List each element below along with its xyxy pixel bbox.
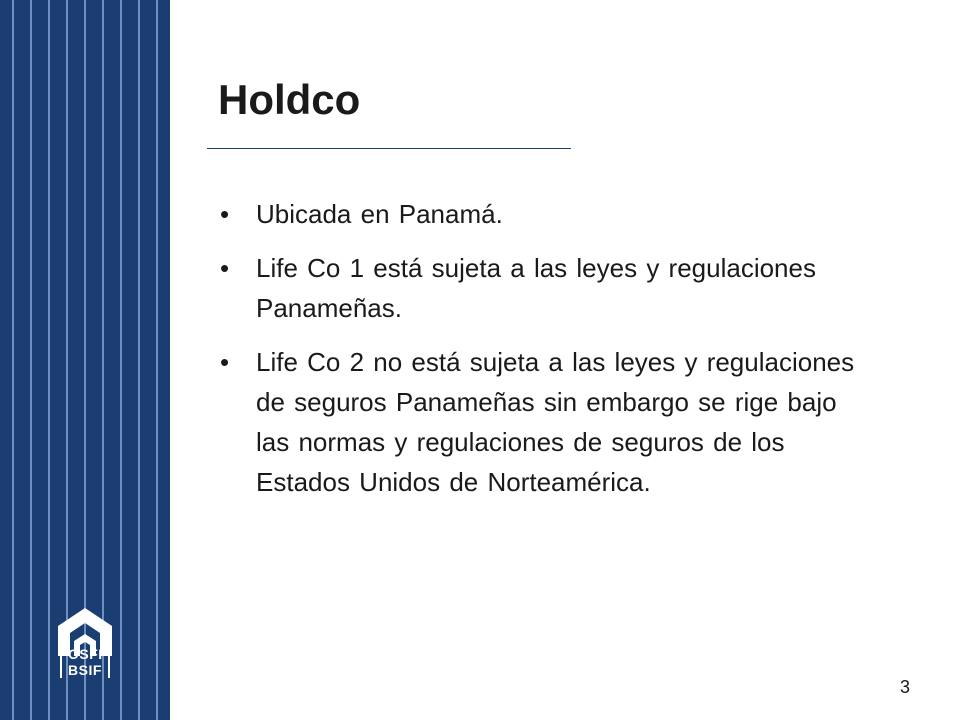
bullet-list [220, 194, 860, 516]
sidebar-band [0, 0, 170, 720]
bullet-item [220, 194, 860, 234]
logo-line-osfi: OSFI [68, 646, 103, 662]
bullet-text: Life Co 2 no está sujeta a las leyes y regulaciones de seguros Panameñas sin embargo se rige bajo las normas y regulaciones de seguros de los Estados Unidos de Norteamérica. [256, 347, 855, 497]
logo-divider-left [60, 648, 62, 678]
bullet-text: Life Co 1 está sujeta a las leyes y regulaciones Panameñas. [256, 253, 816, 323]
page-number: 3 [900, 677, 911, 697]
slide-title: Holdco [218, 76, 361, 123]
bullet-dot: • [220, 253, 230, 283]
logo-wordmark [68, 646, 103, 678]
bullet-item [220, 342, 860, 502]
title-underline [207, 148, 571, 149]
logo-line-bsif: BSIF [68, 662, 102, 678]
bullet-item [220, 248, 860, 328]
bullet-dot: • [220, 347, 230, 377]
bullet-dot: • [220, 199, 230, 229]
logo-divider-right [108, 648, 110, 678]
bullet-text: Ubicada en Panamá. [256, 199, 503, 229]
